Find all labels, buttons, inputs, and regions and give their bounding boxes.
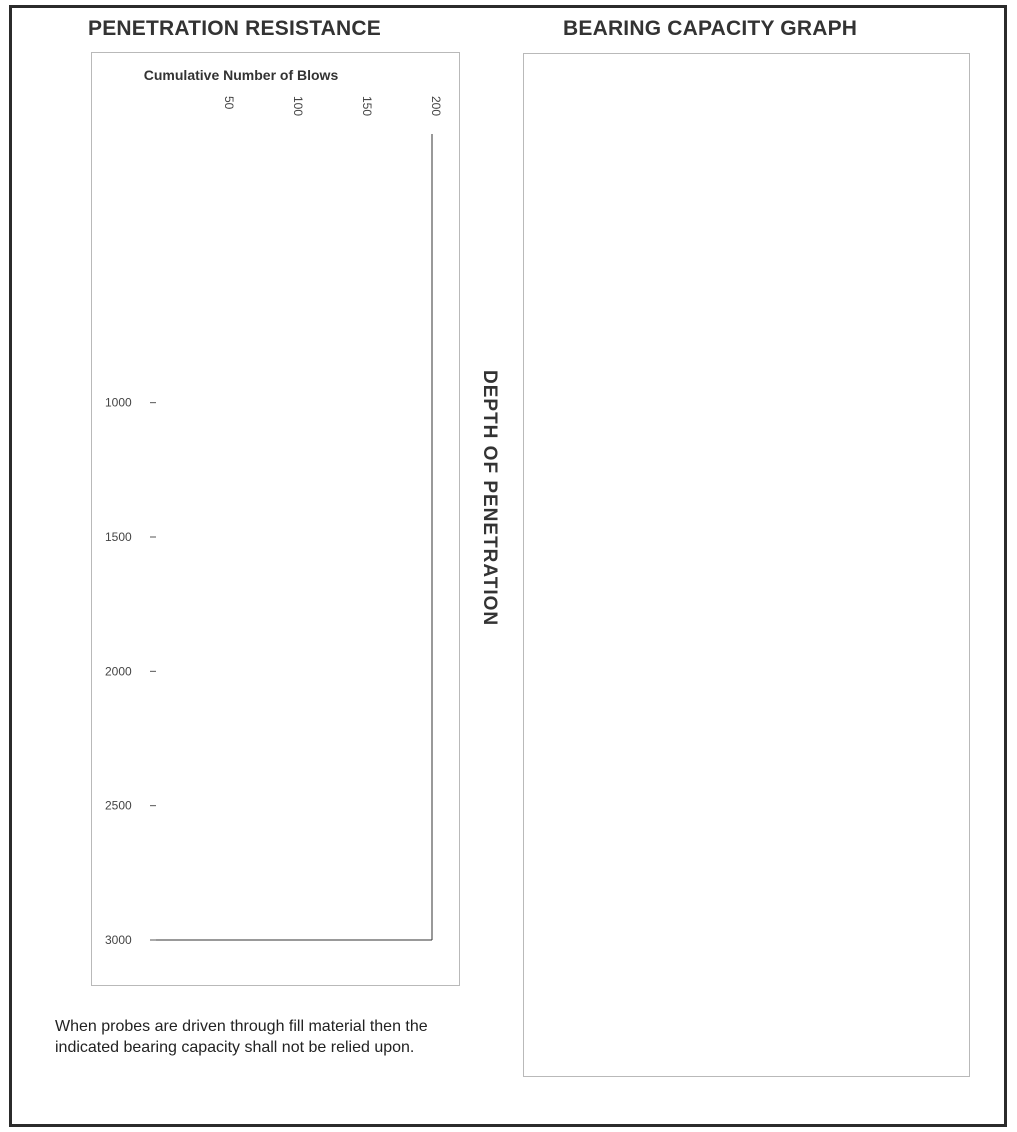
fill-material-note: When probes are driven through fill material then the indicated bearing capacity shall not be relied upon. [55, 1018, 428, 1056]
x-tick-label: 100 [291, 96, 305, 117]
x-tick-label: 150 [360, 96, 374, 117]
chart-title: Cumulative Number of Blows [143, 67, 339, 83]
penetration-resistance-chart [91, 52, 460, 986]
bearing-capacity-chart [523, 53, 970, 1077]
y-tick-label: 1500 [105, 530, 132, 544]
chart-border [92, 53, 460, 986]
x-tick-label: 50 [222, 96, 236, 110]
x-tick-label: 200 [429, 96, 443, 117]
bearing-capacity-title: BEARING CAPACITY GRAPH [563, 17, 858, 40]
penetration-resistance-title: PENETRATION RESISTANCE [88, 17, 381, 40]
depth-axis-label: DEPTH OF PENETRATION [479, 370, 500, 627]
y-tick-label: 2000 [105, 664, 132, 679]
y-tick-label: 3000 [105, 933, 132, 947]
y-tick-label: 1000 [105, 395, 132, 410]
y-tick-label: 2500 [105, 798, 132, 813]
